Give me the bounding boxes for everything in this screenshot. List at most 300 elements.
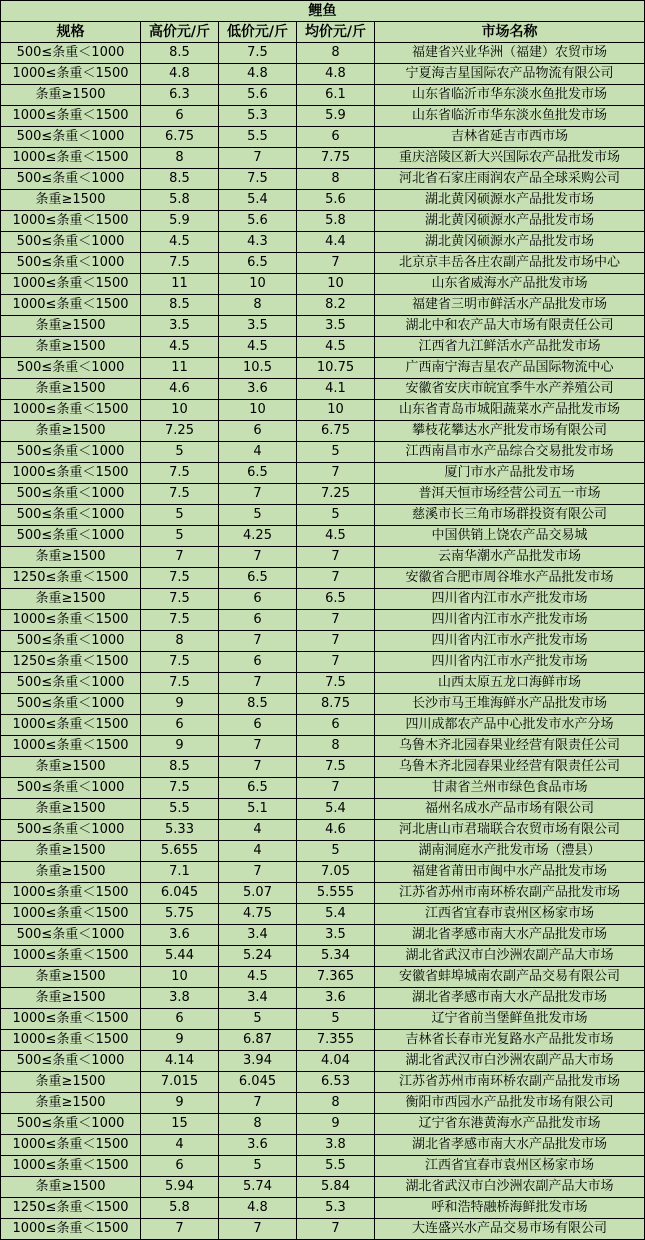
market-name-cell: 衡阳市西园水产品批发市场有限公司: [375, 1093, 645, 1114]
low-price-cell: 3.4: [219, 925, 297, 946]
low-price-cell: 3.4: [219, 988, 297, 1009]
table-row: [1, 148, 645, 169]
low-price-cell: 6.5: [219, 463, 297, 484]
market-name-cell: 北京京丰岳各庄农副产品批发市场中心: [375, 253, 645, 274]
spec-cell: 1000≤条重＜1500: [1, 295, 141, 316]
high-price-cell: 8.5: [141, 757, 219, 778]
spec-cell: 500≤条重＜1000: [1, 442, 141, 463]
low-price-cell: 7.5: [219, 169, 297, 190]
low-price-cell: 4: [219, 442, 297, 463]
spec-cell: 500≤条重＜1000: [1, 232, 141, 253]
high-price-cell: 5: [141, 526, 219, 547]
market-name-cell: 湖北中和农产品大市场有限责任公司: [375, 316, 645, 337]
high-price-cell: 7.015: [141, 1072, 219, 1093]
spec-cell: 1000≤条重＜1500: [1, 211, 141, 232]
market-name-cell: 山东省威海水产品批发市场: [375, 274, 645, 295]
market-name-cell: 厦门市水产品批发市场: [375, 463, 645, 484]
high-price-cell: 7.5: [141, 589, 219, 610]
table-row: [1, 736, 645, 757]
avg-price-cell: 8.75: [297, 694, 375, 715]
table-row: [1, 925, 645, 946]
high-price-cell: 4.5: [141, 337, 219, 358]
high-price-cell: 7.5: [141, 484, 219, 505]
avg-price-cell: 7: [297, 631, 375, 652]
market-name-cell: 普洱天恒市场经营公司五一市场: [375, 484, 645, 505]
market-name-cell: 湖北省武汉市白沙洲农副产品大市场: [375, 1177, 645, 1198]
high-price-cell: 3.6: [141, 925, 219, 946]
low-price-cell: 7: [219, 673, 297, 694]
avg-price-cell: 5.4: [297, 904, 375, 925]
high-price-cell: 8: [141, 631, 219, 652]
spec-cell: 500≤条重＜1000: [1, 925, 141, 946]
market-name-cell: 广西南宁海吉星农产品国际物流中心: [375, 358, 645, 379]
table-row: [1, 169, 645, 190]
high-price-cell: 8.5: [141, 43, 219, 64]
high-price-cell: 4.6: [141, 379, 219, 400]
table-row: [1, 43, 645, 64]
low-price-cell: 4.8: [219, 64, 297, 85]
table-row: [1, 1177, 645, 1198]
table-row: [1, 1072, 645, 1093]
high-price-cell: 11: [141, 274, 219, 295]
low-price-cell: 6: [219, 610, 297, 631]
low-price-cell: 7: [219, 736, 297, 757]
high-price-cell: 11: [141, 358, 219, 379]
market-name-cell: 山东省临沂市华东淡水鱼批发市场: [375, 106, 645, 127]
table-row: [1, 820, 645, 841]
avg-price-cell: 5: [297, 1009, 375, 1030]
table-row: [1, 673, 645, 694]
market-name-cell: 吉林省长春市光复路水产品批发市场: [375, 1030, 645, 1051]
high-price-cell: 5.8: [141, 190, 219, 211]
table-row: [1, 904, 645, 925]
market-name-cell: 长沙市马王堆海鲜水产品批发市场: [375, 694, 645, 715]
avg-price-cell: 7.5: [297, 757, 375, 778]
table-row: [1, 400, 645, 421]
table-row: [1, 274, 645, 295]
high-price-cell: 9: [141, 736, 219, 757]
spec-cell: 条重≥1500: [1, 421, 141, 442]
low-price-cell: 7.5: [219, 43, 297, 64]
high-price-cell: 5.5: [141, 799, 219, 820]
market-name-cell: 云南华潮水产品批发市场: [375, 547, 645, 568]
avg-price-cell: 5.84: [297, 1177, 375, 1198]
table-row: [1, 421, 645, 442]
low-price-cell: 7: [219, 862, 297, 883]
spec-cell: 条重≥1500: [1, 547, 141, 568]
avg-price-cell: 6.75: [297, 421, 375, 442]
market-name-cell: 山东省临沂市华东淡水鱼批发市场: [375, 85, 645, 106]
spec-cell: 500≤条重＜1000: [1, 358, 141, 379]
high-price-cell: 5.94: [141, 1177, 219, 1198]
market-name-cell: 乌鲁木齐北园春果业经营有限责任公司: [375, 736, 645, 757]
table-row: [1, 64, 645, 85]
high-price-cell: 3.5: [141, 316, 219, 337]
low-price-cell: 4.8: [219, 1198, 297, 1219]
market-name-cell: 江苏省苏州市南环桥农副产品批发市场: [375, 1072, 645, 1093]
market-name-cell: 湖北省孝感市南大水产品批发市场: [375, 1135, 645, 1156]
spec-cell: 条重≥1500: [1, 316, 141, 337]
avg-price-cell: 5.4: [297, 799, 375, 820]
high-price-cell: 7.5: [141, 253, 219, 274]
table-row: [1, 526, 645, 547]
avg-price-cell: 5.5: [297, 1156, 375, 1177]
market-name-cell: 中国供销上饶农产品交易城: [375, 526, 645, 547]
high-price-cell: 7.5: [141, 673, 219, 694]
market-name-cell: 四川省内江市水产批发市场: [375, 631, 645, 652]
spec-cell: 1000≤条重＜1500: [1, 274, 141, 295]
avg-price-cell: 4.5: [297, 337, 375, 358]
market-name-cell: 福州名成水产品市场有限公司: [375, 799, 645, 820]
table-row: [1, 484, 645, 505]
table-row: [1, 1009, 645, 1030]
high-price-cell: 15: [141, 1114, 219, 1135]
high-price-cell: 5: [141, 442, 219, 463]
high-price-cell: 7.1: [141, 862, 219, 883]
spec-cell: 500≤条重＜1000: [1, 820, 141, 841]
avg-price-cell: 5: [297, 505, 375, 526]
spec-cell: 条重≥1500: [1, 967, 141, 988]
high-price-cell: 8.5: [141, 169, 219, 190]
avg-price-cell: 5.8: [297, 211, 375, 232]
low-price-cell: 5.1: [219, 799, 297, 820]
avg-price-cell: 5: [297, 841, 375, 862]
avg-price-cell: 6: [297, 127, 375, 148]
avg-price-cell: 5.6: [297, 190, 375, 211]
market-name-cell: 大连盛兴水产品交易市场有限公司: [375, 1219, 645, 1240]
avg-price-cell: 6.5: [297, 589, 375, 610]
table-row: [1, 1156, 645, 1177]
table-row: [1, 967, 645, 988]
low-price-cell: 5.3: [219, 106, 297, 127]
low-price-cell: 6.5: [219, 778, 297, 799]
spec-cell: 条重≥1500: [1, 589, 141, 610]
table-row: [1, 463, 645, 484]
avg-price-cell: 7: [297, 610, 375, 631]
spec-cell: 500≤条重＜1000: [1, 505, 141, 526]
low-price-cell: 5.24: [219, 946, 297, 967]
spec-cell: 条重≥1500: [1, 757, 141, 778]
market-name-cell: 安徽省合肥市周谷堆水产品批发市场: [375, 568, 645, 589]
low-price-cell: 7: [219, 148, 297, 169]
high-price-cell: 7.25: [141, 421, 219, 442]
spec-cell: 500≤条重＜1000: [1, 1114, 141, 1135]
high-price-cell: 10: [141, 967, 219, 988]
low-price-cell: 8.5: [219, 694, 297, 715]
spec-cell: 1250≤条重＜1500: [1, 652, 141, 673]
market-name-cell: 攀枝花攀达水产批发市场有限公司: [375, 421, 645, 442]
low-price-cell: 5.4: [219, 190, 297, 211]
low-price-cell: 10: [219, 274, 297, 295]
table-header-row: [1, 22, 645, 43]
spec-cell: 1000≤条重＜1500: [1, 904, 141, 925]
avg-price-cell: 6: [297, 715, 375, 736]
spec-cell: 条重≥1500: [1, 1177, 141, 1198]
low-price-cell: 6: [219, 589, 297, 610]
high-price-cell: 6.75: [141, 127, 219, 148]
market-name-cell: 湖北黄冈硕源水产品批发市场: [375, 190, 645, 211]
avg-price-cell: 5.34: [297, 946, 375, 967]
low-price-cell: 6: [219, 421, 297, 442]
table-row: [1, 211, 645, 232]
spec-cell: 500≤条重＜1000: [1, 526, 141, 547]
table-row: [1, 1219, 645, 1240]
high-price-cell: 6: [141, 106, 219, 127]
market-name-cell: 辽宁省东港黄海水产品批发市场: [375, 1114, 645, 1135]
table-row: [1, 442, 645, 463]
avg-price-cell: 7.75: [297, 148, 375, 169]
low-price-cell: 6.87: [219, 1030, 297, 1051]
table-row: [1, 127, 645, 148]
table-row: [1, 715, 645, 736]
low-price-cell: 6.045: [219, 1072, 297, 1093]
spec-cell: 1000≤条重＜1500: [1, 1009, 141, 1030]
low-price-cell: 6.5: [219, 253, 297, 274]
high-price-cell: 5.9: [141, 211, 219, 232]
table-row: [1, 610, 645, 631]
market-name-cell: 河北唐山市君瑞联合农贸市场有限公司: [375, 820, 645, 841]
low-price-cell: 7: [219, 1093, 297, 1114]
low-price-cell: 5: [219, 1009, 297, 1030]
low-price-cell: 7: [219, 1219, 297, 1240]
market-name-cell: 湖北省武汉市白沙洲农副产品大市场: [375, 946, 645, 967]
table-row: [1, 946, 645, 967]
market-name-cell: 四川成都农产品中心批发市水产分场: [375, 715, 645, 736]
spec-cell: 条重≥1500: [1, 862, 141, 883]
table-row: [1, 841, 645, 862]
high-price-cell: 5.33: [141, 820, 219, 841]
high-price-cell: 8: [141, 148, 219, 169]
market-name-cell: 四川省内江市水产批发市场: [375, 589, 645, 610]
low-price-cell: 5.74: [219, 1177, 297, 1198]
spec-cell: 条重≥1500: [1, 379, 141, 400]
avg-price-cell: 7: [297, 778, 375, 799]
market-name-cell: 湖南洞庭水产批发市场（澧县）: [375, 841, 645, 862]
avg-price-cell: 3.8: [297, 1135, 375, 1156]
spec-cell: 1000≤条重＜1500: [1, 148, 141, 169]
avg-price-cell: 6.53: [297, 1072, 375, 1093]
low-price-cell: 6: [219, 715, 297, 736]
table-row: [1, 757, 645, 778]
table-row: [1, 295, 645, 316]
low-price-cell: 5.6: [219, 211, 297, 232]
low-price-cell: 4: [219, 841, 297, 862]
table-row: [1, 1114, 645, 1135]
spec-cell: 1000≤条重＜1500: [1, 463, 141, 484]
avg-price-cell: 7: [297, 568, 375, 589]
table-row: [1, 1135, 645, 1156]
avg-price-cell: 10: [297, 400, 375, 421]
market-name-cell: 江苏省苏州市南环桥农副产品批发市场: [375, 883, 645, 904]
low-price-cell: 7: [219, 547, 297, 568]
avg-price-cell: 7.25: [297, 484, 375, 505]
market-name-cell: 湖北黄冈硕源水产品批发市场: [375, 232, 645, 253]
table-row: [1, 631, 645, 652]
high-price-cell: 6: [141, 1009, 219, 1030]
low-price-cell: 4.5: [219, 967, 297, 988]
low-price-cell: 3.5: [219, 316, 297, 337]
avg-price-cell: 3.6: [297, 988, 375, 1009]
spec-cell: 条重≥1500: [1, 1093, 141, 1114]
market-name-cell: 湖北省孝感市南大水产品批发市场: [375, 925, 645, 946]
avg-price-cell: 5.3: [297, 1198, 375, 1219]
high-price-cell: 5.75: [141, 904, 219, 925]
avg-price-cell: 9: [297, 1114, 375, 1135]
spec-cell: 1250≤条重＜1500: [1, 568, 141, 589]
table-row: [1, 85, 645, 106]
avg-price-cell: 8: [297, 169, 375, 190]
low-price-cell: 5.6: [219, 85, 297, 106]
avg-price-cell: 3.5: [297, 925, 375, 946]
avg-price-cell: 10.75: [297, 358, 375, 379]
spec-cell: 500≤条重＜1000: [1, 1051, 141, 1072]
spec-cell: 500≤条重＜1000: [1, 484, 141, 505]
high-price-cell: 3.8: [141, 988, 219, 1009]
avg-price-cell: 8: [297, 43, 375, 64]
spec-cell: 1000≤条重＜1500: [1, 946, 141, 967]
avg-price-cell: 4.04: [297, 1051, 375, 1072]
high-price-cell: 7.5: [141, 652, 219, 673]
avg-price-cell: 3.5: [297, 316, 375, 337]
spec-cell: 1000≤条重＜1500: [1, 106, 141, 127]
high-price-cell: 4.8: [141, 64, 219, 85]
table-row: [1, 1051, 645, 1072]
spec-cell: 条重≥1500: [1, 799, 141, 820]
market-name-cell: 福建省三明市鲜活水产品批发市场: [375, 295, 645, 316]
high-price-cell: 9: [141, 1093, 219, 1114]
spec-cell: 1250≤条重＜1500: [1, 1198, 141, 1219]
avg-price-cell: 7.05: [297, 862, 375, 883]
spec-cell: 条重≥1500: [1, 337, 141, 358]
spec-cell: 500≤条重＜1000: [1, 43, 141, 64]
low-price-cell: 4.3: [219, 232, 297, 253]
table-row: [1, 694, 645, 715]
market-name-cell: 慈溪市长三角市场群投资有限公司: [375, 505, 645, 526]
table-row: [1, 379, 645, 400]
low-price-cell: 6.5: [219, 568, 297, 589]
spec-cell: 500≤条重＜1000: [1, 169, 141, 190]
market-name-cell: 山东省青岛市城阳蔬菜水产品批发市场: [375, 400, 645, 421]
avg-price-cell: 4.5: [297, 526, 375, 547]
market-name-cell: 湖北省武汉市白沙洲农副产品大市场: [375, 1051, 645, 1072]
avg-price-cell: 4.1: [297, 379, 375, 400]
spec-cell: 条重≥1500: [1, 841, 141, 862]
high-price-cell: 7: [141, 1219, 219, 1240]
table-row: [1, 589, 645, 610]
spec-cell: 1000≤条重＜1500: [1, 64, 141, 85]
table-row: [1, 358, 645, 379]
high-price-cell: 7.5: [141, 568, 219, 589]
header-high-price: 高价元/斤: [141, 22, 219, 43]
low-price-cell: 3.94: [219, 1051, 297, 1072]
market-name-cell: 湖北省孝感市南大水产品批发市场: [375, 988, 645, 1009]
market-name-cell: 江西南昌市水产品综合交易批发市场: [375, 442, 645, 463]
spec-cell: 条重≥1500: [1, 85, 141, 106]
avg-price-cell: 4.8: [297, 64, 375, 85]
high-price-cell: 4.14: [141, 1051, 219, 1072]
low-price-cell: 3.6: [219, 379, 297, 400]
low-price-cell: 7: [219, 484, 297, 505]
table-row: [1, 862, 645, 883]
avg-price-cell: 7: [297, 547, 375, 568]
spec-cell: 1000≤条重＜1500: [1, 715, 141, 736]
spec-cell: 1000≤条重＜1500: [1, 1219, 141, 1240]
market-name-cell: 福建省莆田市闽中水产品批发市场: [375, 862, 645, 883]
spec-cell: 条重≥1500: [1, 1072, 141, 1093]
high-price-cell: 9: [141, 1030, 219, 1051]
avg-price-cell: 8.2: [297, 295, 375, 316]
spec-cell: 1000≤条重＜1500: [1, 883, 141, 904]
market-name-cell: 江西省宜春市袁州区杨家市场: [375, 1156, 645, 1177]
market-name-cell: 江西省宜春市袁州区杨家市场: [375, 904, 645, 925]
high-price-cell: 6: [141, 1156, 219, 1177]
high-price-cell: 9: [141, 694, 219, 715]
table-row: [1, 988, 645, 1009]
table-row: [1, 799, 645, 820]
spec-cell: 500≤条重＜1000: [1, 673, 141, 694]
market-name-cell: 四川省内江市水产批发市场: [375, 610, 645, 631]
spec-cell: 500≤条重＜1000: [1, 127, 141, 148]
avg-price-cell: 7.5: [297, 673, 375, 694]
header-low-price: 低价元/斤: [219, 22, 297, 43]
header-spec: 规格: [1, 22, 141, 43]
high-price-cell: 8.5: [141, 295, 219, 316]
low-price-cell: 6: [219, 652, 297, 673]
avg-price-cell: 4.4: [297, 232, 375, 253]
high-price-cell: 5.8: [141, 1198, 219, 1219]
low-price-cell: 8: [219, 1114, 297, 1135]
spec-cell: 条重≥1500: [1, 988, 141, 1009]
low-price-cell: 8: [219, 295, 297, 316]
low-price-cell: 5: [219, 505, 297, 526]
market-name-cell: 吉林省延吉市西市场: [375, 127, 645, 148]
header-avg-price: 均价元/斤: [297, 22, 375, 43]
spec-cell: 500≤条重＜1000: [1, 253, 141, 274]
market-name-cell: 湖北黄冈硕源水产品批发市场: [375, 211, 645, 232]
table-row: [1, 253, 645, 274]
avg-price-cell: 7.355: [297, 1030, 375, 1051]
market-name-cell: 呼和浩特融桥海鲜批发市场: [375, 1198, 645, 1219]
avg-price-cell: 7: [297, 652, 375, 673]
table-row: [1, 778, 645, 799]
spec-cell: 1000≤条重＜1500: [1, 1030, 141, 1051]
low-price-cell: 10.5: [219, 358, 297, 379]
spec-cell: 1000≤条重＜1500: [1, 1156, 141, 1177]
avg-price-cell: 8: [297, 1093, 375, 1114]
high-price-cell: 7.5: [141, 610, 219, 631]
high-price-cell: 7: [141, 547, 219, 568]
market-name-cell: 河北省石家庄雨润农产品全球采购公司: [375, 169, 645, 190]
low-price-cell: 4.75: [219, 904, 297, 925]
low-price-cell: 4.5: [219, 337, 297, 358]
low-price-cell: 10: [219, 400, 297, 421]
avg-price-cell: 10: [297, 274, 375, 295]
table-row: [1, 547, 645, 568]
low-price-cell: 3.6: [219, 1135, 297, 1156]
avg-price-cell: 5.9: [297, 106, 375, 127]
avg-price-cell: 4.6: [297, 820, 375, 841]
spec-cell: 500≤条重＜1000: [1, 631, 141, 652]
high-price-cell: 6: [141, 715, 219, 736]
avg-price-cell: 7: [297, 463, 375, 484]
spec-cell: 1000≤条重＜1500: [1, 736, 141, 757]
high-price-cell: 4.5: [141, 232, 219, 253]
avg-price-cell: 8: [297, 736, 375, 757]
market-name-cell: 安徽省蚌埠城南农副产品交易有限公司: [375, 967, 645, 988]
table-row: [1, 316, 645, 337]
market-name-cell: 重庆涪陵区新大兴国际农产品批发市场: [375, 148, 645, 169]
high-price-cell: 7.5: [141, 463, 219, 484]
